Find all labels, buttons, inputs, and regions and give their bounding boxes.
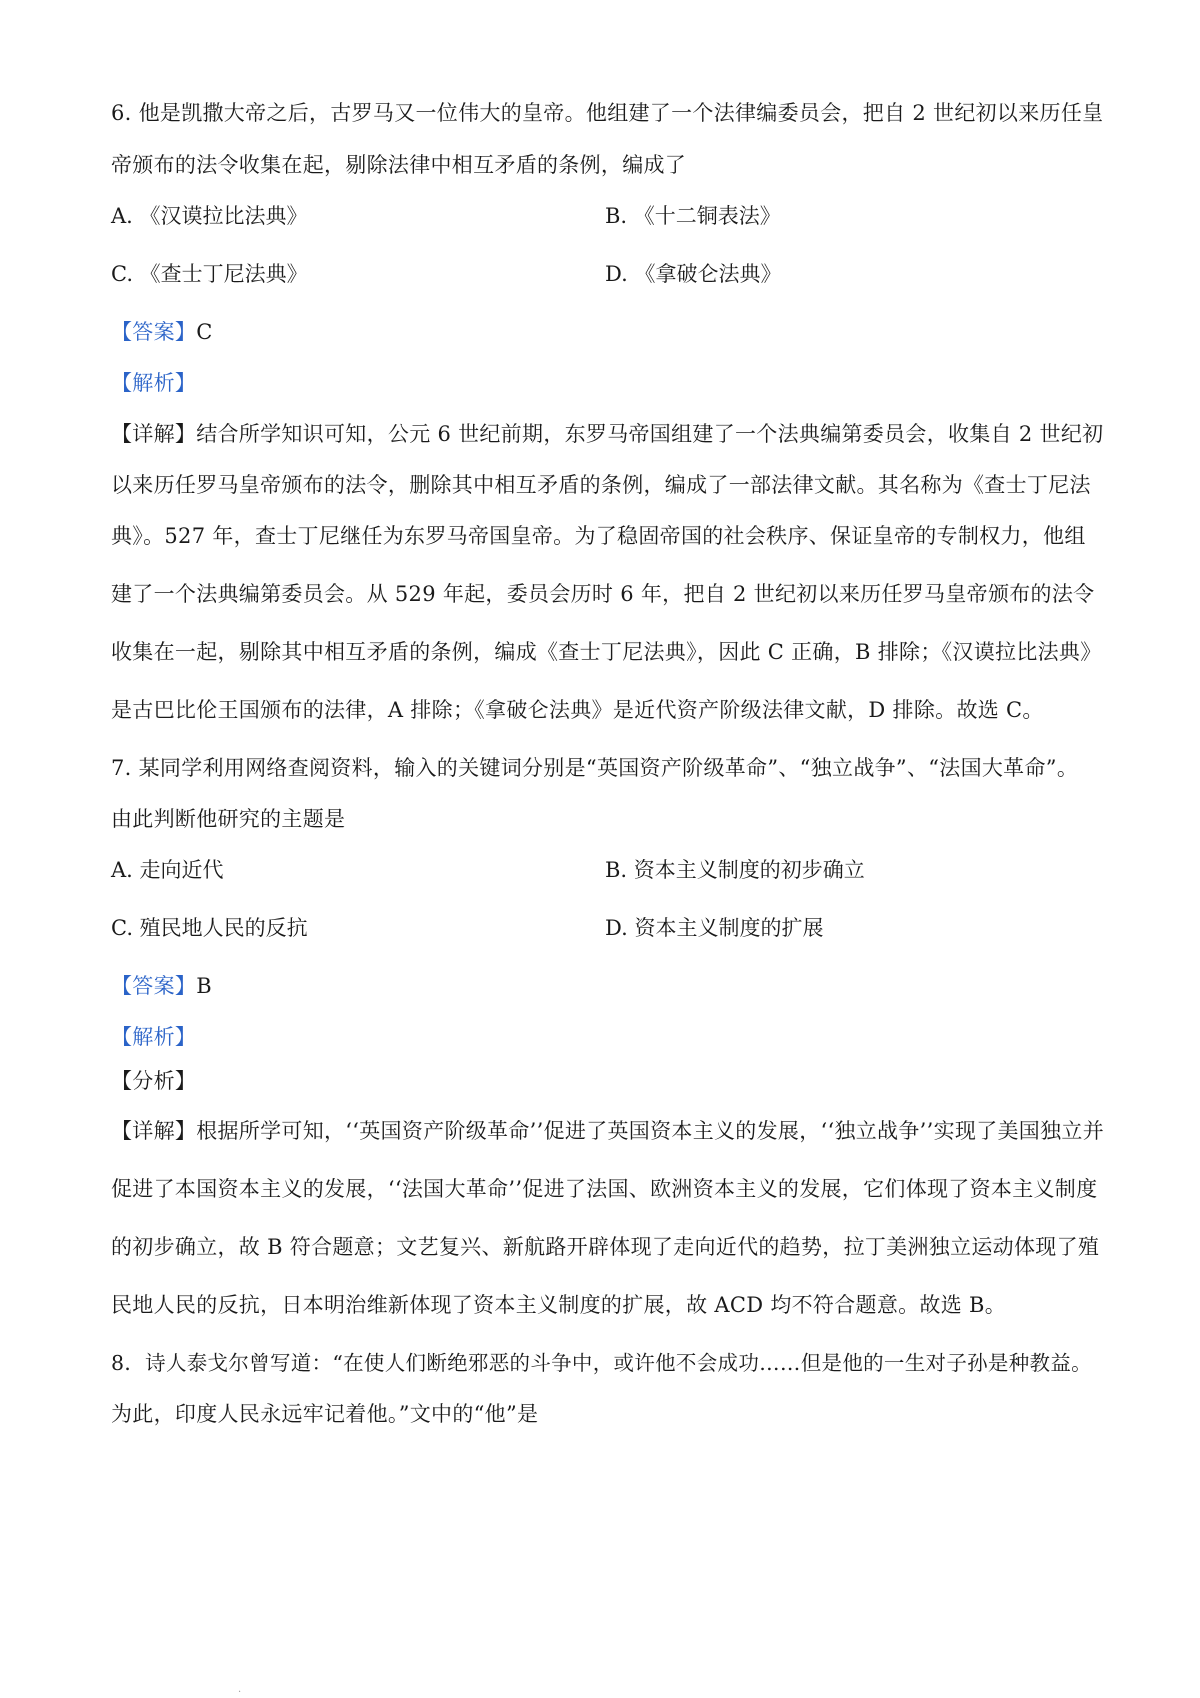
q6-stem-line-1: 6. 他是凯撒大帝之后，古罗马又一位伟大的皇帝。他组建了一个法律编委员会，把自 2 世纪初以来历任皇 bbox=[111, 101, 1104, 125]
q7-option-d: D. 资本主义制度的扩展 bbox=[605, 916, 824, 940]
q6-detail-tag: 【详解】 bbox=[111, 422, 197, 446]
q7-detail-text-1: 根据所学可知，‘‘英国资产阶级革命’’促进了英国资本主义的发展，‘‘独立战争’’实现了美国独立并 bbox=[196, 1119, 1105, 1143]
q7-answer-value: B bbox=[196, 974, 212, 998]
q7-answer-tag: 【答案】 bbox=[111, 974, 197, 998]
q7-stem-line-1: 7. 某同学利用网络查阅资料，输入的关键词分别是“英国资产阶级革命”、“独立战争”、“法国大革命”。 bbox=[111, 756, 1079, 780]
q6-analysis-tag: 【解析】 bbox=[111, 371, 197, 395]
q6-option-c: C. 《查士丁尼法典》 bbox=[111, 262, 308, 286]
q7-detail-line-2: 促进了本国资本主义的发展，‘‘法国大革命’’促进了法国、欧洲资本主义的发展，它们体现了资本主义制度 bbox=[111, 1177, 1098, 1201]
q6-answer bbox=[111, 318, 1101, 346]
q6-answer-value: C bbox=[196, 320, 213, 344]
q8-stem-line-2: 为此，印度人民永远牢记着他。”文中的“他”是 bbox=[111, 1402, 539, 1426]
q7-detail-line-4: 民地人民的反抗，日本明治维新体现了资本主义制度的扩展，故 ACD 均不符合题意。故选 B。 bbox=[111, 1293, 1007, 1317]
q7-option-b: B. 资本主义制度的初步确立 bbox=[605, 858, 865, 882]
q6-detail-text-1: 结合所学知识可知，公元 6 世纪前期，东罗马帝国组建了一个法典编第委员会，收集自 2 世纪初 bbox=[196, 422, 1104, 446]
q6-option-b: B. 《十二铜表法》 bbox=[605, 204, 781, 228]
q6-detail-line-6: 是古巴比伦王国颁布的法律，A 排除；《拿破仑法典》是近代资产阶级法律文献，D 排除。故选 C。 bbox=[111, 698, 1044, 722]
q6-answer-tag: 【答案】 bbox=[111, 320, 197, 344]
q7-stem-line-2: 由此判断他研究的主题是 bbox=[111, 807, 346, 831]
q6-detail-line-1 bbox=[111, 420, 1104, 448]
q7-fenxi-tag: 【分析】 bbox=[111, 1069, 197, 1093]
q7-detail-line-1 bbox=[111, 1117, 1105, 1145]
footer-mark: . bbox=[238, 1684, 242, 1695]
q6-detail-line-5: 收集在一起，剔除其中相互矛盾的条例，编成《查士丁尼法典》，因此 C 正确，B 排除；《汉谟拉比法典》 bbox=[111, 640, 1102, 664]
q7-detail-tag: 【详解】 bbox=[111, 1119, 197, 1143]
q7-detail-line-3: 的初步确立，故 B 符合题意；文艺复兴、新航路开辟体现了走向近代的趋势，拉丁美洲独立运动体现了殖 bbox=[111, 1235, 1100, 1259]
q7-option-c: C. 殖民地人民的反抗 bbox=[111, 916, 308, 940]
q7-analysis-tag: 【解析】 bbox=[111, 1025, 197, 1049]
q6-detail-line-2: 以来历任罗马皇帝颁布的法令，删除其中相互矛盾的条例，编成了一部法律文献。其名称为《查士丁尼法 bbox=[111, 473, 1091, 497]
q6-detail-line-4: 建了一个法典编第委员会。从 529 年起，委员会历时 6 年，把自 2 世纪初以来历任罗马皇帝颁布的法令 bbox=[111, 582, 1095, 606]
q8-stem-line-1: 8．诗人泰戈尔曾写道：“在使人们断绝邪恶的斗争中，或许他不会成功……但是他的一生对子孙是种教益。 bbox=[111, 1351, 1092, 1375]
q7-answer bbox=[111, 972, 1101, 1000]
q6-option-d: D. 《拿破仑法典》 bbox=[605, 262, 782, 286]
q6-detail-line-3: 典》。527 年，查士丁尼继任为东罗马帝国皇帝。为了稳固帝国的社会秩序、保证皇帝的专制权力，他组 bbox=[111, 524, 1086, 548]
q6-option-a: A. 《汉谟拉比法典》 bbox=[111, 204, 308, 228]
q7-option-a: A. 走向近代 bbox=[111, 858, 224, 882]
q6-stem-line-2: 帝颁布的法令收集在起，剔除法律中相互矛盾的条例，编成了 bbox=[111, 153, 687, 177]
